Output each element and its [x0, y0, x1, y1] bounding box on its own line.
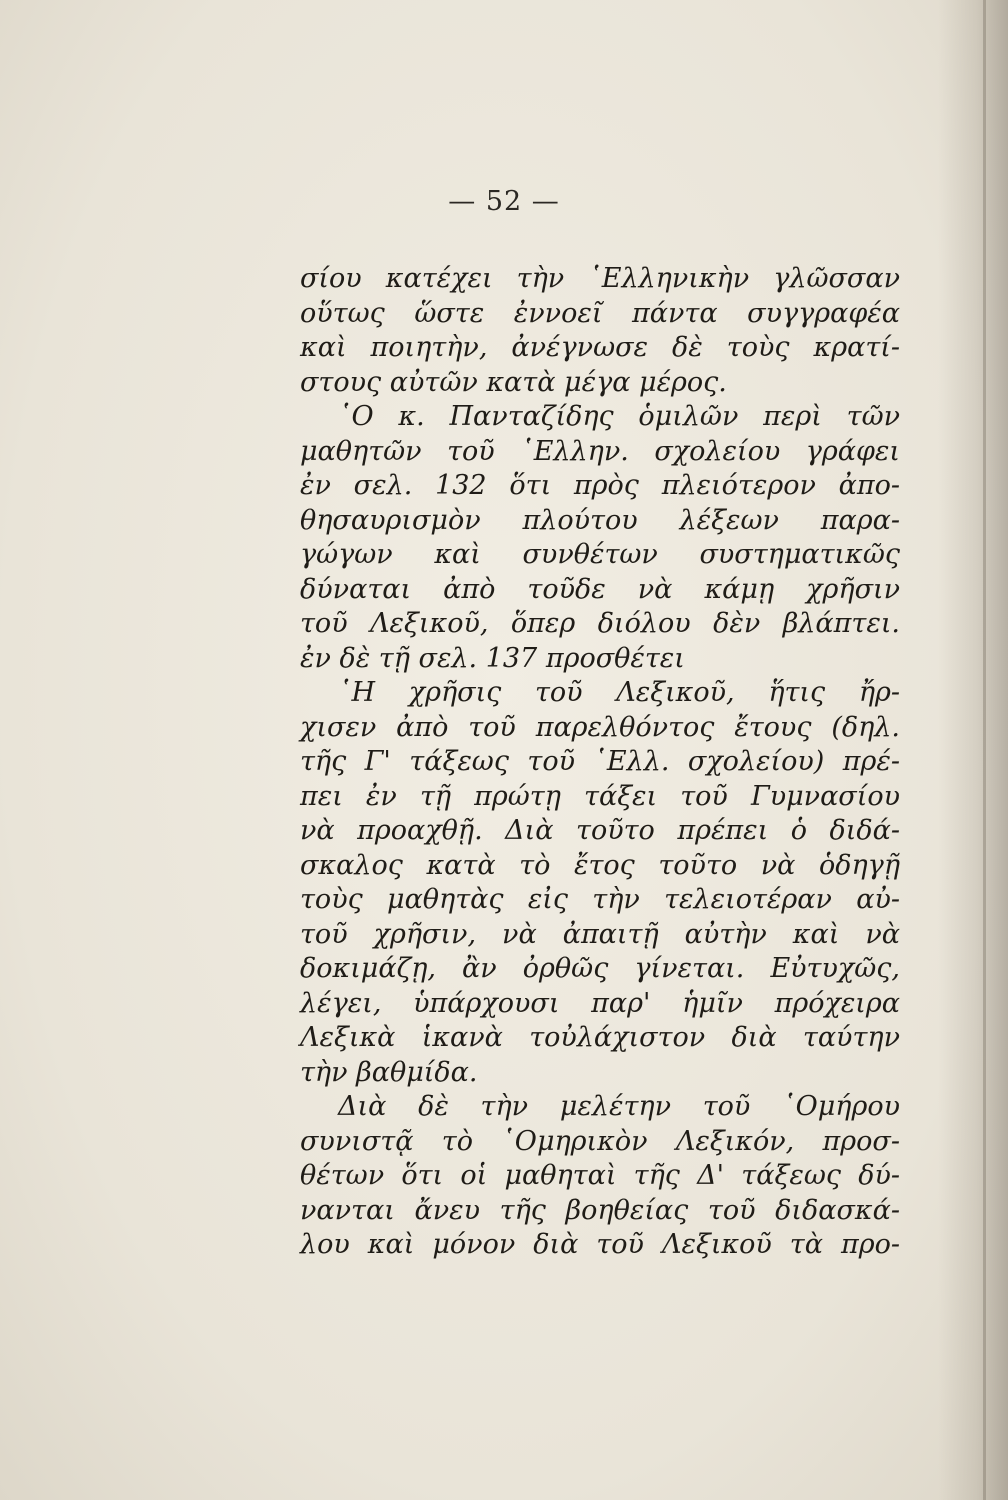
text-line: στους αὐτῶν κατὰ μέγα μέρος. — [300, 366, 727, 398]
text-line: θησαυρισμὸν πλούτου λέξεων παρα- — [300, 504, 900, 536]
text-line: λου καὶ μόνον διὰ τοῦ Λεξικοῦ τὰ προ- — [300, 1229, 900, 1260]
text-line: Λεξικὰ ἱκανὰ τοὐλάχιστον διὰ ταύτην — [300, 1022, 900, 1053]
text-line: τοῦ χρῆσιν, νὰ ἀπαιτῇ αὐτὴν καὶ νὰ — [300, 918, 900, 950]
text-line: χισεν ἀπὸ τοῦ παρελθόντος ἔτους (δηλ. — [300, 711, 900, 743]
text-line: γώγων καὶ συνθέτων συστηματικῶς — [300, 539, 900, 570]
text-line: λέγει, ὑπάρχουσι παρ' ἡμῖν πρόχειρα — [300, 987, 900, 1019]
text-line: μαθητῶν τοῦ ῾Ελλην. σχολείου γράφει — [300, 435, 900, 467]
text-line: δοκιμάζῃ, ἂν ὀρθῶς γίνεται. Εὐτυχῶς, — [300, 953, 900, 984]
text-line: τοῦ Λεξικοῦ, ὅπερ διόλου δὲν βλάπτει. — [300, 608, 900, 639]
page-number: — 52 — — [448, 186, 560, 217]
text-line: ῾Ο κ. Πανταζίδης ὁμιλῶν περὶ τῶν — [338, 401, 900, 432]
text-line: τὴν βαθμίδα. — [300, 1056, 478, 1088]
text-line: τῆς Γ' τάξεως τοῦ ῾Ελλ. σχολείου) πρέ- — [300, 746, 900, 777]
text-line: θέτων ὅτι οἱ μαθηταὶ τῆς Δ' τάξεως δύ- — [300, 1160, 900, 1191]
text-line: Διὰ δὲ τὴν μελέτην τοῦ ῾Ομήρου — [338, 1091, 900, 1122]
text-line: καὶ ποιητὴν, ἀνέγνωσε δὲ τοὺς κρατί- — [300, 332, 900, 363]
text-line: νανται ἄνευ τῆς βοηθείας τοῦ διδασκά- — [300, 1194, 900, 1226]
text-line: νὰ προαχθῇ. Διὰ τοῦτο πρέπει ὁ διδά- — [300, 815, 900, 846]
body-text — [300, 262, 900, 1263]
text-line: δύναται ἀπὸ τοῦδε νὰ κάμῃ χρῆσιν — [300, 573, 900, 605]
text-line: ῾Η χρῆσις τοῦ Λεξικοῦ, ἥτις ἤρ- — [338, 677, 900, 708]
text-line: ἐν δὲ τῇ σελ. 137 προσθέτει — [300, 642, 685, 674]
text-line: πει ἐν τῇ πρώτῃ τάξει τοῦ Γυμνασίου — [300, 780, 900, 812]
text-line: συνιστᾷ τὸ ῾Ομηρικὸν Λεξικόν, προσ- — [300, 1125, 900, 1157]
page-gutter-line — [983, 0, 986, 1500]
text-line: τοὺς μαθητὰς εἰς τὴν τελειοτέραν αὐ- — [300, 884, 900, 915]
text-line: σίου κατέχει τὴν ῾Ελληνικὴν γλῶσσαν — [300, 263, 900, 294]
text-line: ἐν σελ. 132 ὅτι πρὸς πλειότερον ἀπο- — [300, 470, 900, 501]
text-line: οὕτως ὥστε ἐννοεῖ πάντα συγγραφέα — [300, 297, 900, 329]
text-line: σκαλος κατὰ τὸ ἔτος τοῦτο νὰ ὁδηγῇ — [300, 849, 900, 881]
page-gutter-shadow — [938, 0, 1008, 1500]
